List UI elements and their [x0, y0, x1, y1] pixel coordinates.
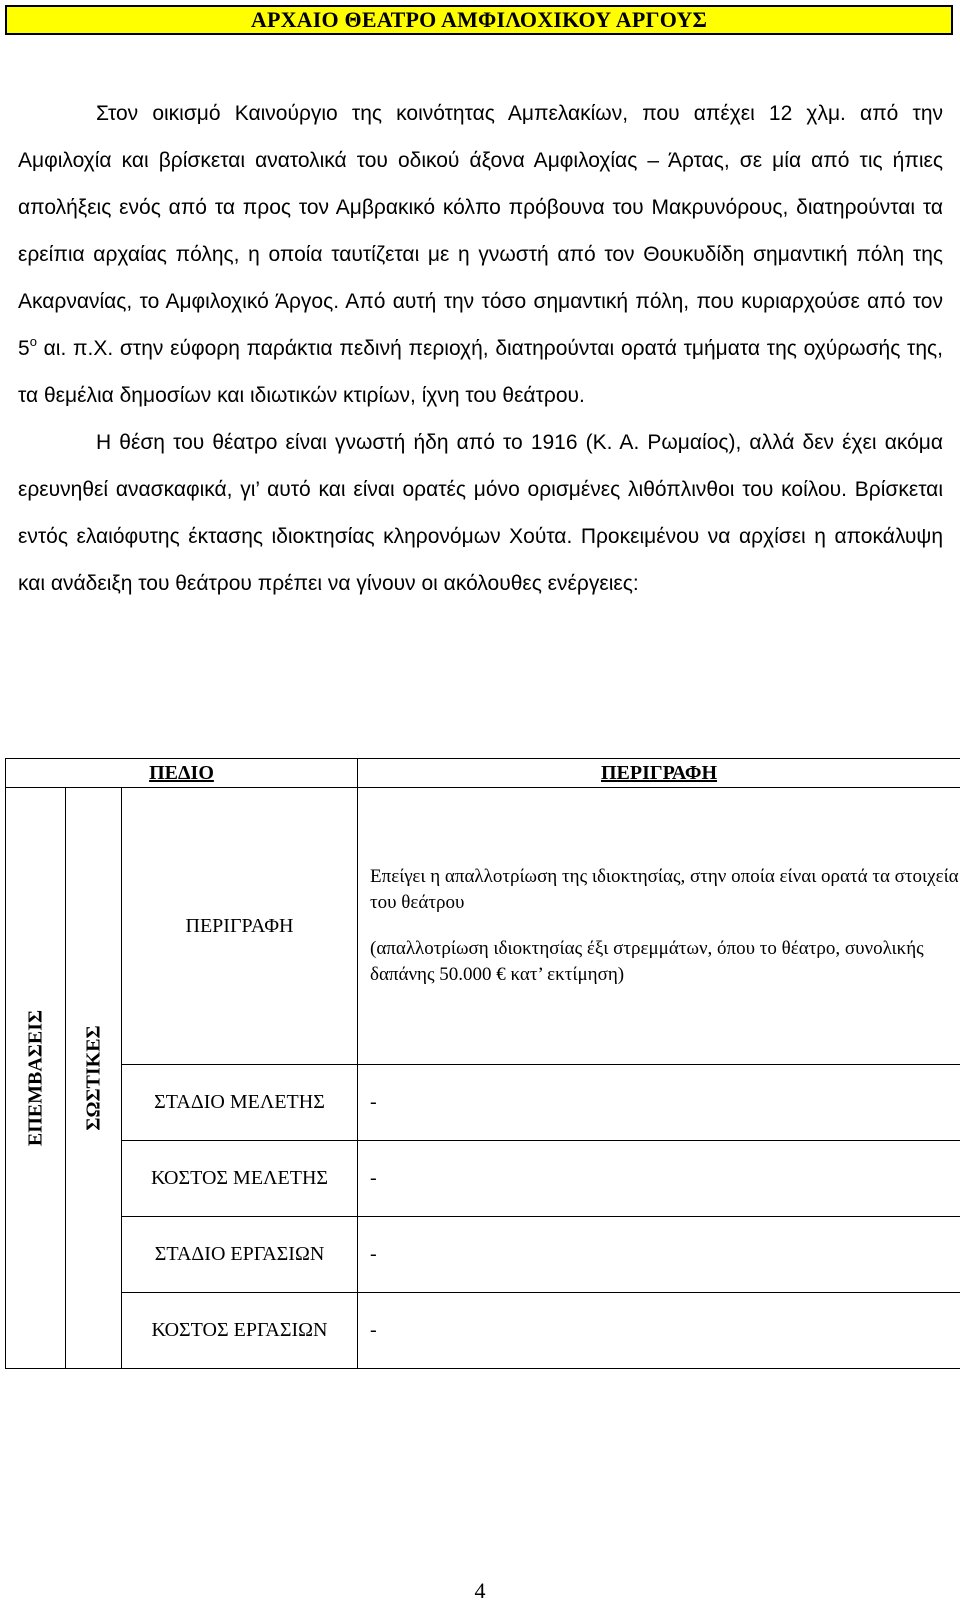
paragraph-1-part-b: αι. π.Χ. στην εύφορη παράκτια πεδινή περιοχή, διατηρούνται ορατά τμήματα της οχύρωσής της, τα θεμέλια δημοσίων και ιδιωτικών κτιρίων, ίχνη του θεάτρου.: [18, 337, 943, 407]
row-label-description: ΠΕΡΙΓΡΑΦΗ: [122, 788, 358, 1065]
header-field: ΠΕΔΙΟ: [6, 759, 358, 788]
row-label-works-stage: ΣΤΑΔΙΟ ΕΡΓΑΣΙΩΝ: [122, 1217, 358, 1293]
table-row: [6, 1293, 960, 1369]
header-description: ΠΕΡΙΓΡΑΦΗ: [358, 759, 960, 788]
row-label-study-stage: ΣΤΑΔΙΟ ΜΕΛΕΤΗΣ: [122, 1065, 358, 1141]
interventions-table: [5, 758, 960, 1369]
century-superscript: ο: [29, 334, 37, 349]
paragraph-1: [18, 90, 943, 419]
page-number: 4: [474, 1578, 486, 1603]
group-outer-label: ΕΠΕΜΒΑΣΕΙΣ: [24, 1009, 46, 1147]
table-header-row: [6, 759, 960, 788]
body-text: [18, 90, 943, 607]
group-inner-cell: [66, 788, 122, 1369]
row-value-study-cost: -: [358, 1141, 960, 1217]
paragraph-2: Η θέση του θέατρο είναι γνωστή ήδη από το 1916 (Κ. Α. Ρωμαίος), αλλά δεν έχει ακόμα ερευνηθεί ανασκαφικά, γι’ αυτό και είναι ορατές μόνο ορισμένες λιθόπλινθοι του κοίλου. Βρίσκεται εντός ελαιόφυτης έκτασης ιδιοκτησίας κληρονόμων Χούτα. Προκειμένου να αρχίσει η αποκάλυψη και ανάδειξη του θεάτρου πρέπει να γίνουν οι ακόλουθες ενέργειες:: [18, 431, 943, 595]
row-value-works-stage: -: [358, 1217, 960, 1293]
table-row: [6, 1065, 960, 1141]
row-label-study-cost: ΚΟΣΤΟΣ ΜΕΛΕΤΗΣ: [122, 1141, 358, 1217]
description-line-2: (απαλλοτρίωση ιδιοκτησίας έξι στρεμμάτων, όπου το θέατρο, συνολικής δαπάνης 50.000 € κατ’ εκτίμηση): [370, 938, 924, 985]
paragraph-1-part-a: Στον οικισμό Καινούργιο της κοινότητας Αμπελακίων, που απέχει 12 χλμ. από την Αμφιλοχία και βρίσκεται ανατολικά του οδικού άξονα Αμφιλοχίας – Άρτας, σε μία από τις ήπιες απολήξεις ενός από τα προς τον Αμβρακικό κόλπο πρόβουνα του Μακρυνόρους, διατηρούνται τα ερείπια αρχαίας πόλης, η οποία ταυτίζεται με η γνωστή από τον Θουκυδίδη σημαντική πόλη της Ακαρνανίας, το Αμφιλοχικό Άργος. Από αυτή την τόσο σημαντική πόλη, που κυριαρχούσε από τον 5: [18, 102, 943, 360]
row-label-works-cost: ΚΟΣΤΟΣ ΕΡΓΑΣΙΩΝ: [122, 1293, 358, 1369]
row-value-description: [358, 788, 960, 1065]
table-row: [6, 1217, 960, 1293]
description-line-1: Επείγει η απαλλοτρίωση της ιδιοκτησίας, στην οποία είναι ορατά τα στοιχεία του θεάτρου: [370, 866, 959, 913]
row-value-works-cost: -: [358, 1293, 960, 1369]
group-outer-cell: [6, 788, 66, 1369]
group-inner-label: ΣΩΣΤΙΚΕΣ: [82, 1025, 104, 1131]
table-row: [6, 788, 960, 1065]
table-row: [6, 1141, 960, 1217]
document-title: ΑΡΧΑΙΟ ΘΕΑΤΡΟ ΑΜΦΙΛΟΧΙΚΟΥ ΑΡΓΟΥΣ: [250, 7, 708, 32]
title-bar: [5, 5, 953, 35]
row-value-study-stage: -: [358, 1065, 960, 1141]
